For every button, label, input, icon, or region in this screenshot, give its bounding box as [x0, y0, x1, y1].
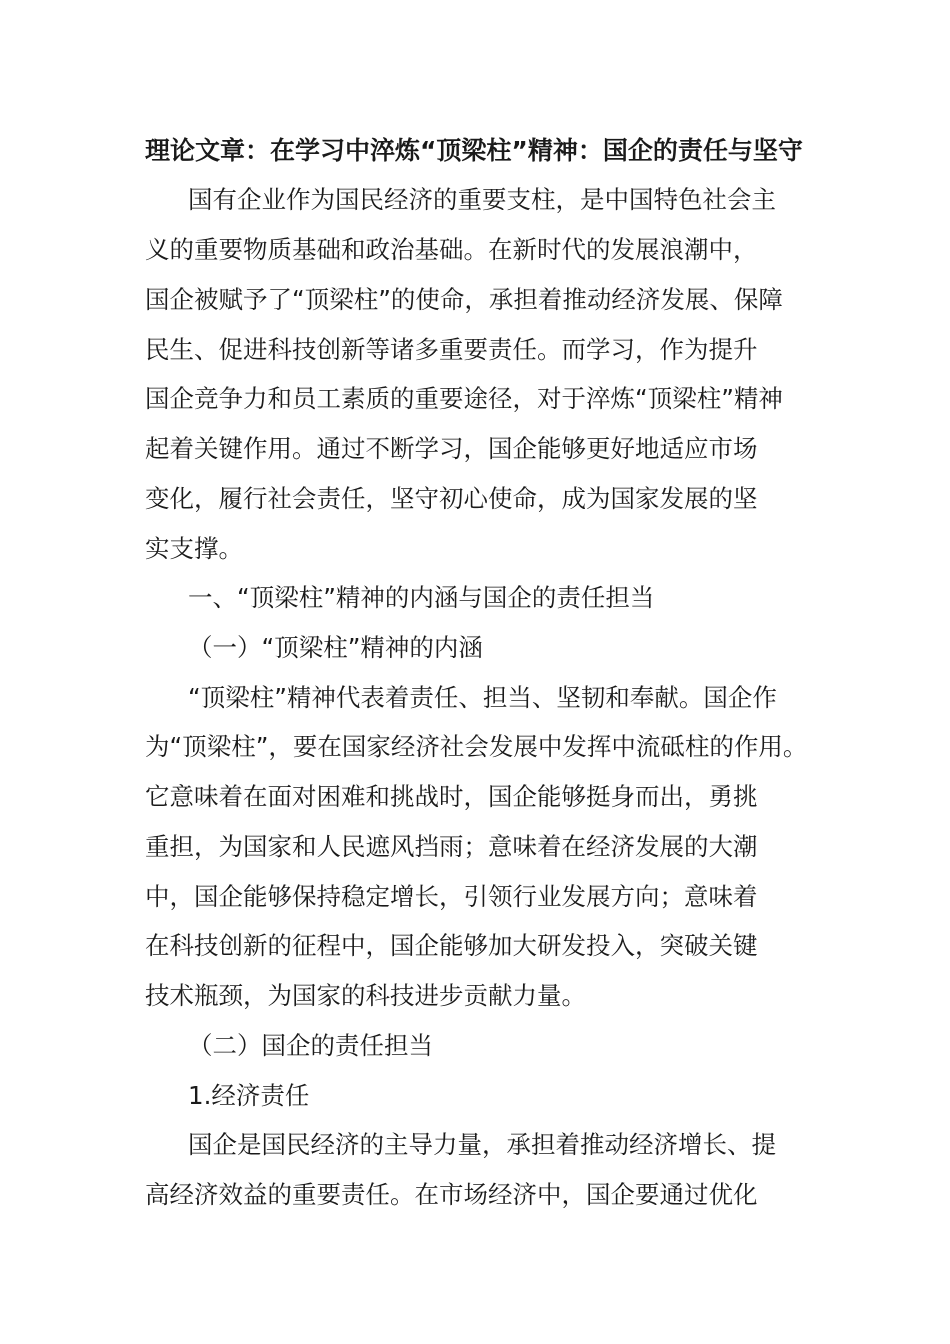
- text-line: 国有企业作为国民经济的重要支柱，是中国特色社会主: [188, 185, 776, 214]
- text-line: 实支撑。: [145, 534, 243, 563]
- text-line: 技术瓶颈，为国家的科技进步贡献力量。: [145, 981, 586, 1010]
- text-line: 变化，履行社会责任，坚守初心使命，成为国家发展的坚: [145, 484, 758, 513]
- text-line: 为“顶梁柱”，要在国家经济社会发展中发挥中流砥柱的作用。: [145, 732, 808, 761]
- text-line: 重担，为国家和人民遮风挡雨；意味着在经济发展的大潮: [145, 832, 758, 861]
- text-line: 国企被赋予了“顶梁柱”的使命，承担着推动经济发展、保障: [145, 285, 783, 314]
- section-heading: 一、“顶梁柱”精神的内涵与国企的责任担当: [188, 583, 655, 612]
- text-line: 国企竞争力和员工素质的重要途径，对于淬炼“顶梁柱”精神: [145, 384, 783, 413]
- text-line: 在科技创新的征程中，国企能够加大研发投入，突破关键: [145, 931, 758, 960]
- text-line: 义的重要物质基础和政治基础。在新时代的发展浪潮中，: [145, 235, 758, 264]
- subsection-heading: （一）“顶梁柱”精神的内涵: [188, 633, 483, 662]
- text-line: 它意味着在面对困难和挑战时，国企能够挺身而出，勇挑: [145, 782, 758, 811]
- item-heading: 1.经济责任: [188, 1081, 310, 1110]
- text-line: 高经济效益的重要责任。在市场经济中，国企要通过优化: [145, 1180, 758, 1209]
- text-line: 起着关键作用。通过不断学习，国企能够更好地适应市场: [145, 434, 758, 463]
- document-title: 理论文章：在学习中淬炼“顶梁柱”精神：国企的责任与坚守: [145, 136, 803, 165]
- text-line: 民生、促进科技创新等诸多重要责任。而学习，作为提升: [145, 335, 758, 364]
- subsection-heading: （二）国企的责任担当: [188, 1031, 433, 1060]
- text-line: 国企是国民经济的主导力量，承担着推动经济增长、提: [188, 1130, 776, 1159]
- text-line: 中，国企能够保持稳定增长，引领行业发展方向；意味着: [145, 882, 758, 911]
- text-line: “顶梁柱”精神代表着责任、担当、坚韧和奉献。国企作: [188, 683, 777, 712]
